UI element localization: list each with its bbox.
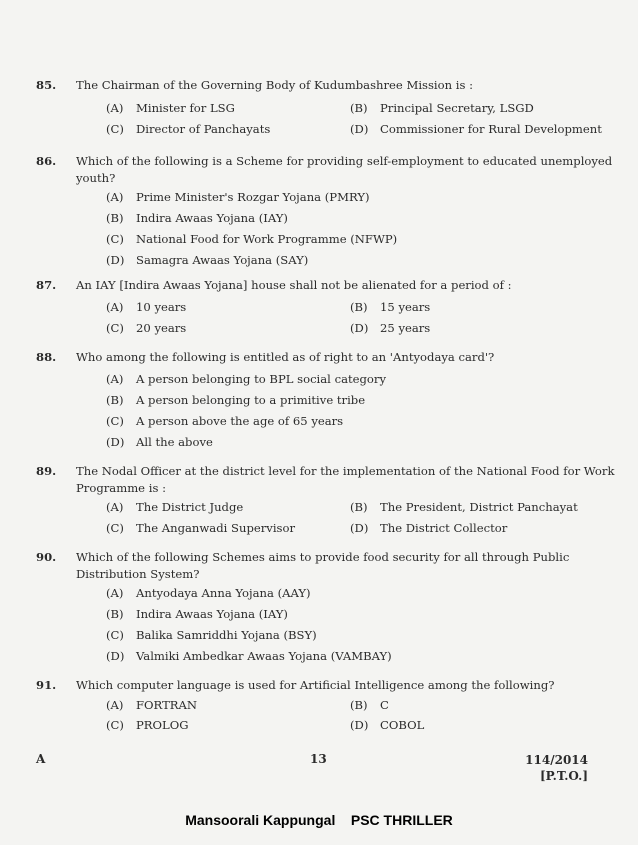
option-b: (B) Indira Awaas Yojana (IAY) [106, 211, 288, 225]
option-a: (A) 10 years [106, 300, 187, 314]
paper-series: A [36, 752, 46, 766]
question-text: Which of the following Schemes aims to provide food security for all through Public Distribution System? [76, 550, 570, 581]
page-number: 13 [310, 752, 327, 766]
question-number: 85. [36, 78, 57, 92]
question-number: 91. [36, 678, 57, 692]
question-number: 86. [36, 154, 57, 168]
option-a: (A) A person belonging to BPL social category [106, 372, 386, 386]
question-text: Which of the following is a Scheme for providing self-employment to educated unemployed youth? [76, 154, 613, 185]
option-d: (D) COBOL [350, 718, 425, 732]
option-c: (C) The Anganwadi Supervisor [106, 521, 296, 535]
option-d: (D) Commissioner for Rural Development [350, 122, 602, 136]
option-b: (B) Indira Awaas Yojana (IAY) [106, 607, 288, 621]
option-d: (D) All the above [106, 435, 213, 449]
option-c: (C) PROLOG [106, 718, 189, 732]
option-d: (D) Valmiki Ambedkar Awaas Yojana (VAMBAY) [106, 649, 392, 663]
question-text: An IAY [Indira Awaas Yojana] house shall not be alienated for a period of : [76, 278, 512, 292]
question-text: Who among the following is entitled as of right to an 'Antyodaya card'? [76, 350, 495, 364]
option-d: (D) Samagra Awaas Yojana (SAY) [106, 253, 309, 267]
pto-label: [P.T.O.] [539, 769, 588, 783]
option-d: (D) 25 years [350, 321, 431, 335]
option-a: (A) Antyodaya Anna Yojana (AAY) [106, 586, 311, 600]
option-c: (C) Balika Samriddhi Yojana (BSY) [106, 628, 317, 642]
option-b: (B) A person belonging to a primitive tribe [106, 393, 366, 407]
question-text: The Nodal Officer at the district level for the implementation of the National Food for Work Programme is : [76, 464, 615, 495]
credit-line: Mansoorali Kappungal PSC THRILLER [185, 812, 453, 828]
option-d: (D) The District Collector [350, 521, 508, 535]
question-number: 88. [36, 350, 57, 364]
option-a: (A) Minister for LSG [106, 101, 235, 115]
option-b: (B) Principal Secretary, LSGD [350, 101, 534, 115]
option-a: (A) Prime Minister's Rozgar Yojana (PMRY) [106, 190, 370, 204]
option-b: (B) The President, District Panchayat [350, 500, 578, 514]
option-c: (C) Director of Panchayats [106, 122, 271, 136]
question-number: 87. [36, 278, 57, 292]
option-a: (A) The District Judge [106, 500, 244, 514]
option-c: (C) National Food for Work Programme (NFWP) [106, 232, 398, 246]
option-c: (C) A person above the age of 65 years [106, 414, 344, 428]
option-b: (B) 15 years [350, 300, 431, 314]
paper-code-block [525, 752, 588, 784]
question-text: The Chairman of the Governing Body of Kudumbashree Mission is : [76, 78, 474, 92]
option-b: (B) C [350, 698, 389, 712]
option-c: (C) 20 years [106, 321, 187, 335]
question-text: Which computer language is used for Artificial Intelligence among the following? [76, 678, 555, 692]
question-number: 89. [36, 464, 57, 478]
question-number: 90. [36, 550, 57, 564]
paper-code: 114/2014 [525, 753, 588, 767]
option-a: (A) FORTRAN [106, 698, 198, 712]
